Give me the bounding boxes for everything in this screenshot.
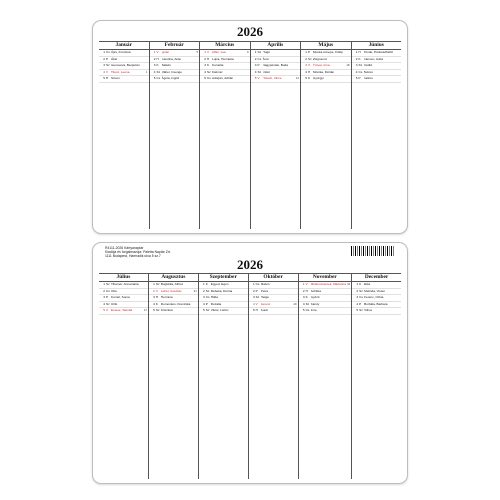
publisher-line: Kiadója és forgalmazója: Paletta Naptár Zrt. — [105, 250, 171, 254]
day-list — [199, 282, 248, 479]
weekday: Sz — [205, 288, 210, 293]
day-list — [150, 50, 200, 229]
week-number: 31 — [193, 288, 197, 293]
name-day: Kornél, Soma — [111, 295, 130, 299]
weekday: P — [358, 76, 361, 80]
day-number: 3 — [103, 295, 105, 299]
weekday: P — [106, 295, 109, 299]
weekday: Cs — [106, 50, 110, 54]
day-list — [149, 282, 198, 479]
day-number: 5 — [203, 308, 205, 312]
weekday: Sz — [359, 288, 363, 293]
weekday: Sz — [207, 69, 211, 74]
name-day: Simon — [111, 76, 120, 80]
month-column — [351, 41, 402, 229]
day-number: 1 — [204, 50, 206, 54]
day-number: 2 — [103, 56, 105, 61]
name-day: Boglárka, Alfréd — [160, 282, 183, 286]
week-number: 18 — [346, 63, 350, 67]
name-day: Helga — [260, 295, 269, 299]
name-day: Győző — [310, 295, 320, 299]
weekday: K — [358, 56, 361, 61]
name-day: Rebeka, Dorina — [210, 288, 233, 293]
name-day: Munka ünnepe, Fülöp — [313, 50, 343, 54]
weekday: Cs — [156, 76, 161, 80]
day-number: 3 — [204, 63, 206, 67]
day-number: 5 — [254, 76, 257, 80]
weekday: Sz — [205, 308, 210, 312]
weekday: Sz — [257, 50, 262, 54]
day-number: 3 — [252, 295, 255, 299]
barcode-icon — [351, 246, 395, 256]
weekday: K — [359, 282, 362, 286]
day-number: 4 — [356, 301, 359, 306]
day-list — [352, 50, 402, 229]
weekday: V — [255, 301, 258, 306]
day-row — [99, 76, 149, 83]
weekday: K — [155, 301, 158, 306]
publisher-line: R4111-2026 Kártyanaptár — [105, 246, 144, 250]
name-day: Húsvét, Vince — [262, 76, 282, 80]
weekday: Sz — [106, 282, 110, 286]
name-day: Albin, Lea — [212, 50, 226, 54]
weekday: P — [106, 56, 109, 61]
day-number: 2 — [203, 288, 205, 293]
name-day: Malvin — [260, 282, 270, 286]
day-number: 4 — [305, 69, 307, 74]
day-number: 3 — [203, 295, 205, 299]
name-day: Ráhel, Csenge — [161, 69, 182, 74]
name-day: Egyed, Egon — [210, 282, 229, 286]
name-day: Hugó — [262, 50, 270, 54]
day-number: 5 — [252, 308, 255, 312]
year-title: 2026 — [237, 24, 263, 39]
day-list — [352, 282, 401, 479]
month-name: Július — [99, 273, 148, 282]
name-day: Hilda — [210, 295, 218, 299]
month-name: November — [299, 273, 352, 282]
day-number: 1 — [103, 50, 105, 54]
day-list — [99, 50, 149, 229]
day-number: 5 — [302, 308, 305, 312]
weekday: V — [155, 288, 158, 293]
name-day: Titusz, Leona — [111, 69, 130, 74]
day-number: 5 — [103, 76, 105, 80]
name-day: Krisztina — [160, 308, 173, 312]
weekday: Sz — [308, 56, 312, 61]
day-number: 4 — [252, 301, 255, 306]
name-day: Bulcsú — [363, 69, 373, 74]
weekday: Sz — [359, 308, 363, 312]
name-day: Karolina, Aida — [161, 56, 181, 61]
name-day: Ferenc, Olívia — [364, 295, 384, 299]
weekday: Sz — [255, 295, 260, 299]
name-day: Klotild — [363, 63, 372, 67]
day-number: 4 — [355, 69, 358, 74]
weekday: Sz — [257, 69, 262, 74]
day-number: 2 — [305, 56, 307, 61]
weekday: Sz — [106, 301, 110, 306]
day-list — [99, 282, 148, 479]
weekday: Cs — [205, 295, 210, 299]
weekday: V — [106, 69, 109, 74]
month-column — [248, 273, 298, 479]
name-day: Balázs — [161, 63, 171, 67]
day-number: 4 — [302, 301, 305, 306]
name-day: Rozália — [210, 301, 222, 306]
day-number: 2 — [103, 288, 105, 293]
month-name: Február — [150, 41, 200, 50]
publisher-line: 1111 Budapest, Harmadik utca 5 sz.7 — [105, 254, 161, 258]
day-row — [199, 308, 248, 315]
name-day: Nagypéntek, Buda — [262, 63, 288, 67]
week-number: 40 — [293, 301, 297, 306]
month-column — [199, 41, 250, 229]
day-number: 2 — [302, 288, 305, 293]
day-number: 1 — [302, 282, 305, 286]
day-number: 5 — [153, 308, 155, 312]
month-name: Május — [301, 41, 351, 50]
name-day: Tímea, Irma — [313, 63, 330, 67]
year-title: 2026 — [237, 257, 263, 272]
weekday: P — [359, 301, 362, 306]
name-day: Ferenc — [260, 301, 271, 306]
month-column — [99, 273, 148, 479]
weekday: V — [156, 50, 159, 54]
month-column — [351, 273, 401, 479]
day-row — [251, 76, 301, 83]
day-number: 4 — [103, 301, 105, 306]
day-number: 1 — [153, 282, 155, 286]
day-number: 5 — [103, 308, 105, 312]
name-day: Ottó — [111, 288, 117, 293]
day-number: 5 — [153, 76, 156, 80]
weekday: Cs — [207, 76, 211, 80]
name-day: Imre — [310, 308, 317, 312]
weekday: P — [308, 50, 311, 54]
weekday: K — [156, 63, 159, 67]
month-name: Január — [99, 41, 149, 50]
day-row — [352, 76, 402, 83]
weekday: K — [205, 282, 208, 286]
weekday: P — [205, 301, 208, 306]
name-day: Ulrik — [111, 301, 118, 306]
weekday: Sz — [155, 308, 160, 312]
weekday: K — [308, 76, 311, 80]
name-day: Tünde, Pünkösdhétfő — [363, 50, 393, 54]
day-number: 3 — [103, 63, 105, 67]
weekday: Cs — [255, 282, 260, 286]
month-name: Március — [200, 41, 250, 50]
weekday: Cs — [257, 56, 262, 61]
day-number: 5 — [305, 76, 307, 80]
day-list — [251, 50, 301, 229]
day-list — [301, 50, 351, 229]
name-day: Emese, Sarolta — [111, 308, 133, 312]
name-day: Izidor — [262, 69, 271, 74]
name-day: Tihamér, Annamária — [111, 282, 139, 286]
month-name: Október — [249, 273, 298, 282]
day-number: 4 — [204, 69, 206, 74]
weekday: Cs — [106, 288, 110, 293]
weekday: Sz — [305, 301, 310, 306]
name-day: Mindenszentek, Marianna — [310, 282, 346, 286]
day-number: 5 — [355, 76, 358, 80]
day-number: 1 — [203, 282, 205, 286]
weekday: K — [305, 295, 308, 299]
weekday: Cs — [359, 295, 363, 299]
day-number: 3 — [302, 295, 305, 299]
month-column — [149, 41, 200, 229]
weekday: Sz — [358, 63, 363, 67]
weekday: V — [305, 282, 308, 286]
weekday: V — [308, 63, 311, 67]
months-grid — [99, 273, 401, 479]
weekday: Cs — [358, 69, 363, 74]
day-row — [149, 308, 198, 315]
name-day: Kázmér — [212, 69, 223, 74]
day-number: 4 — [153, 69, 156, 74]
day-number: 1 — [356, 282, 359, 286]
day-number: 5 — [356, 308, 359, 312]
day-row — [249, 308, 298, 315]
weekday: V — [106, 308, 109, 312]
weekday: V — [257, 76, 260, 80]
month-column — [300, 41, 351, 229]
day-number: 2 — [356, 288, 359, 293]
name-day: Ignác — [161, 50, 170, 54]
calendar-card-first-half — [92, 20, 408, 234]
week-number: 44 — [347, 282, 351, 286]
day-number: 2 — [355, 56, 358, 61]
day-number: 3 — [254, 63, 257, 67]
week-number: 14 — [295, 76, 299, 80]
name-day: Lehel, Gusztáv — [160, 288, 182, 293]
month-column — [198, 273, 248, 479]
day-row — [352, 308, 401, 315]
name-day: Újév, Fruzsina — [111, 50, 131, 54]
weekday: H — [207, 56, 210, 61]
day-row — [200, 76, 250, 83]
month-column — [148, 273, 198, 479]
week-number: 27 — [143, 308, 147, 312]
name-day: Achilles — [310, 288, 322, 293]
week-number: 1 — [145, 69, 148, 74]
day-number: 1 — [252, 282, 255, 286]
month-name: Április — [251, 41, 301, 50]
day-number: 4 — [153, 301, 155, 306]
name-day: Zsigmond — [313, 56, 327, 61]
name-day: Domonkos, Dominika — [160, 301, 191, 306]
weekday: H — [358, 50, 361, 54]
weekday: H — [155, 295, 159, 299]
month-name: Szeptember — [199, 273, 248, 282]
day-number: 2 — [153, 288, 155, 293]
month-column — [298, 273, 352, 479]
week-number: 9 — [246, 50, 249, 54]
day-number: 5 — [204, 76, 206, 80]
name-day: Borbála, Barbara — [364, 301, 388, 306]
name-day: Kornélia — [212, 63, 224, 67]
day-number: 3 — [153, 63, 156, 67]
month-name: December — [352, 273, 401, 282]
day-number: 1 — [153, 50, 156, 54]
day-number: 4 — [254, 69, 257, 74]
day-list — [200, 50, 250, 229]
day-number: 3 — [305, 63, 307, 67]
day-number: 1 — [305, 50, 307, 54]
name-day: Ábel — [111, 56, 118, 61]
name-day: Aurél — [260, 308, 268, 312]
months-grid — [99, 41, 401, 229]
name-day: Károly — [310, 301, 320, 306]
day-number: 3 — [355, 63, 358, 67]
day-row — [99, 308, 148, 315]
day-number: 2 — [153, 56, 156, 61]
name-day: Györgyi — [313, 76, 324, 80]
weekday: H — [255, 308, 258, 312]
day-row — [299, 308, 352, 315]
day-number: 3 — [356, 295, 359, 299]
name-day: Adorján, Adrián — [212, 76, 234, 80]
day-number: 1 — [103, 282, 105, 286]
name-day: Hermina — [160, 295, 173, 299]
week-number: 5 — [196, 50, 198, 54]
day-number: 4 — [103, 69, 105, 74]
day-row — [150, 76, 200, 83]
weekday: K — [207, 63, 210, 67]
day-number: 1 — [254, 50, 257, 54]
weekday: Sz — [156, 69, 161, 74]
day-number: 2 — [252, 288, 255, 293]
name-day: Elza — [364, 282, 371, 286]
day-row — [301, 76, 351, 83]
day-number: 4 — [203, 301, 205, 306]
weekday: P — [257, 63, 260, 67]
name-day: Kármen, Anita — [363, 56, 383, 61]
day-number: 2 — [254, 56, 257, 61]
day-number: 1 — [355, 50, 358, 54]
weekday: H — [156, 56, 159, 61]
day-number: 3 — [153, 295, 155, 299]
name-day: Áron — [262, 56, 270, 61]
weekday: P — [255, 288, 258, 293]
weekday: H — [305, 288, 308, 293]
calendar-card-second-half — [92, 242, 408, 484]
weekday: V — [207, 50, 210, 54]
name-day: Fatime — [363, 76, 373, 80]
name-day: Ágota, Ingrid — [161, 76, 180, 80]
month-column — [250, 41, 301, 229]
name-day: Genovéva, Benjámin — [111, 63, 140, 67]
weekday: H — [106, 76, 109, 80]
weekday: Sz — [106, 63, 110, 67]
name-day: Melinda, Vivien — [364, 288, 386, 293]
day-list — [249, 282, 298, 479]
weekday: H — [308, 69, 311, 74]
weekday: Sz — [155, 282, 160, 286]
name-day: Lujza, Henrietta — [212, 56, 234, 61]
day-list — [299, 282, 352, 479]
name-day: Mónika, Flórián — [313, 69, 335, 74]
name-day: Vilma — [364, 308, 372, 312]
name-day: Petra — [260, 288, 269, 293]
month-name: Augusztus — [149, 273, 198, 282]
month-column — [99, 41, 149, 229]
name-day: Viktor, Lőrinc — [210, 308, 229, 312]
weekday: Cs — [305, 308, 310, 312]
month-name: Június — [352, 41, 402, 50]
day-number: 2 — [204, 56, 206, 61]
